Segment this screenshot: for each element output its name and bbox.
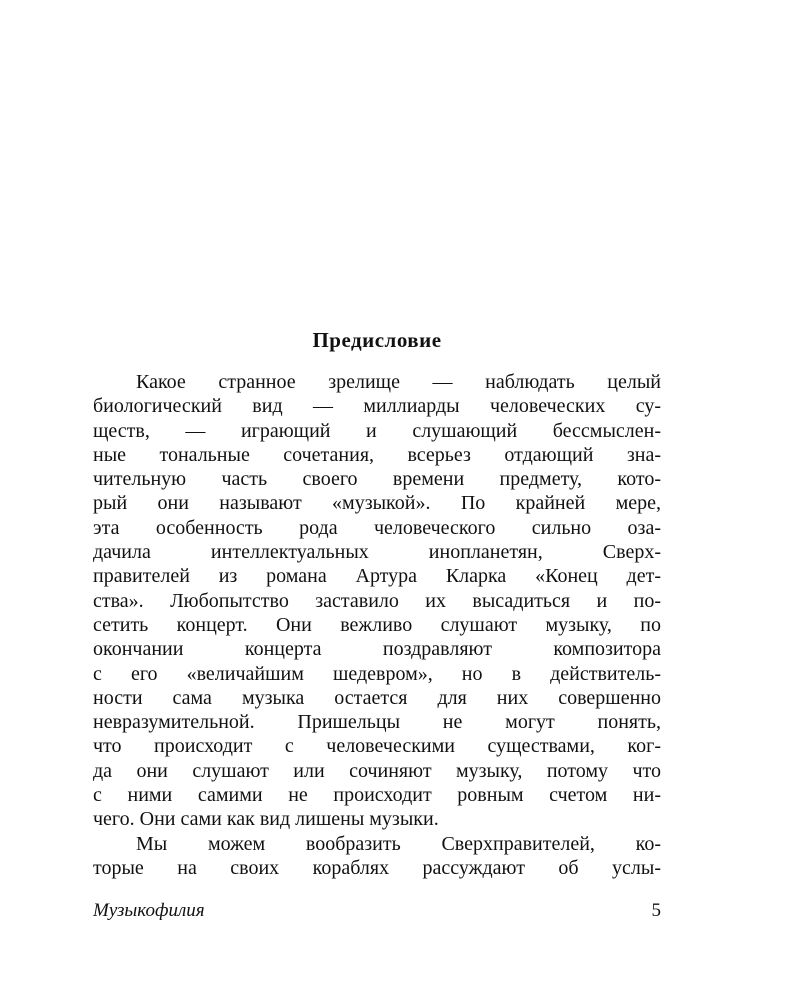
text-line: невразумительной. Пришельцы не могут понять, — [93, 711, 661, 734]
text-line: с его «величайшим шедевром», но в действитель- — [93, 662, 661, 685]
text-line: торые на своих кораблях рассуждают об услы- — [93, 856, 661, 879]
text-line: ществ, — играющий и слушающий бессмыслен- — [93, 419, 661, 442]
text-line: дачила интеллектуальных инопланетян, Сверх- — [93, 541, 661, 564]
page-title: Предисловие — [312, 328, 442, 352]
text-line: чительную часть своего времени предмету, кото- — [93, 468, 661, 491]
text-line: Мы можем вообразить Сверхправителей, ко- — [136, 832, 661, 855]
text-line: с ними самими не происходит ровным счетом ни- — [93, 784, 661, 807]
text-line: что происходит с человеческими существами, ког- — [93, 735, 661, 758]
text-line: да они слушают или сочиняют музыку, потому что — [93, 759, 661, 782]
running-footer-title: Музыкофилия — [93, 900, 205, 921]
text-line: ные тональные сочетания, всерьез отдающий зна- — [93, 443, 661, 466]
text-line: ности сама музыка остается для них совершенно — [93, 686, 661, 709]
text-line: окончании концерта поздравляют композитора — [93, 638, 661, 661]
page-number: 5 — [651, 900, 661, 921]
text-line: чего. Они сами как вид лишены музыки. — [93, 808, 439, 831]
text-line: рый они называют «музыкой». По крайней мере, — [93, 492, 661, 515]
text-line: правителей из романа Артура Кларка «Конец дет- — [93, 565, 661, 588]
text-line: ства». Любопытство заставило их высадиться и по- — [93, 589, 661, 612]
text-line: эта особенность рода человеческого сильно оза- — [93, 516, 661, 539]
text-line: Какое странное зрелище — наблюдать целый — [136, 371, 661, 393]
text-line: сетить концерт. Они вежливо слушают музыку, по — [93, 613, 661, 636]
text-line: биологический вид — миллиарды человеческих су- — [93, 395, 661, 418]
page-footer — [93, 896, 661, 926]
body-text — [93, 370, 661, 880]
